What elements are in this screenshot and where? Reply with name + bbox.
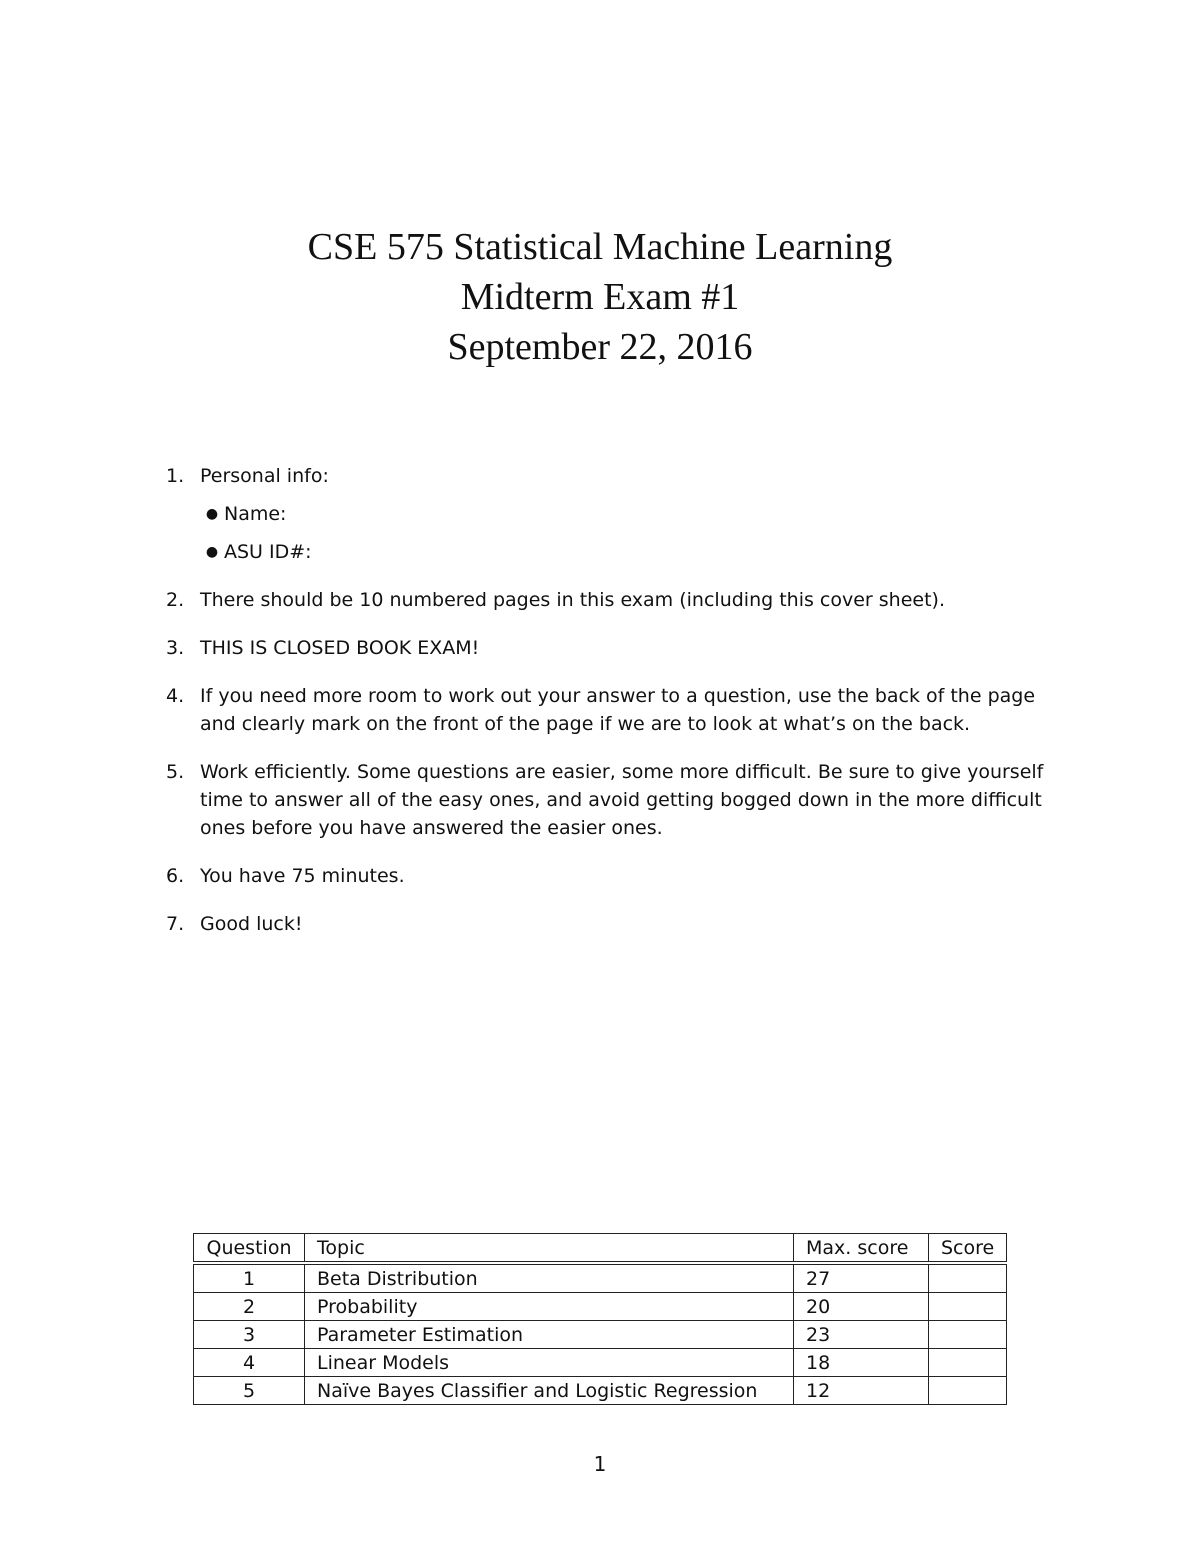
max-score-cell: 20 [794, 1293, 929, 1321]
instruction-text: If you need more room to work out your answer to a question, use the back of the page and clearly mark on the front of the page if we are to look at what’s on the back. [200, 685, 1036, 735]
instructions-list [166, 462, 1066, 958]
instruction-number: 3. [166, 637, 185, 659]
instruction-number: 2. [166, 589, 185, 611]
course-title: CSE 575 Statistical Machine Learning [307, 226, 893, 268]
instruction-item [166, 586, 1066, 614]
topic-cell: Beta Distribution [305, 1263, 794, 1293]
score-table-header [194, 1234, 1007, 1264]
score-cell [929, 1263, 1007, 1293]
table-row [194, 1377, 1007, 1405]
personal-info-list [200, 500, 1066, 566]
topic-cell: Naïve Bayes Classifier and Logistic Regression [305, 1377, 794, 1405]
instruction-number: 1. [166, 465, 185, 487]
question-cell: 4 [194, 1349, 305, 1377]
score-cell [929, 1321, 1007, 1349]
instruction-item [166, 758, 1066, 842]
instruction-text: Work efficiently. Some questions are easier, some more difficult. Be sure to give yourself time to answer all of the easy ones, and avoid getting bogged down in the more difficult ones before you have answered the easier ones. [200, 761, 1044, 839]
bullet-icon: ● [205, 544, 219, 560]
name-label: Name: [224, 503, 287, 525]
score-table [193, 1233, 1007, 1405]
exam-title-block [0, 222, 1200, 372]
max-score-cell: 27 [794, 1263, 929, 1293]
asu-id-label: ASU ID#: [224, 541, 312, 563]
name-field [200, 500, 1066, 528]
max-score-cell: 12 [794, 1377, 929, 1405]
question-cell: 1 [194, 1263, 305, 1293]
score-cell [929, 1349, 1007, 1377]
table-row [194, 1321, 1007, 1349]
instruction-text: Personal info: [200, 465, 329, 487]
instruction-item [166, 682, 1066, 738]
instruction-number: 5. [166, 761, 185, 783]
instruction-text: Good luck! [200, 913, 303, 935]
topic-cell: Probability [305, 1293, 794, 1321]
topic-cell: Linear Models [305, 1349, 794, 1377]
table-row [194, 1293, 1007, 1321]
exam-title: Midterm Exam #1 [460, 276, 740, 318]
instruction-text: THIS IS CLOSED BOOK EXAM! [200, 637, 480, 659]
instruction-number: 7. [166, 913, 185, 935]
page-number: 1 [593, 1452, 607, 1476]
question-cell: 5 [194, 1377, 305, 1405]
question-cell: 3 [194, 1321, 305, 1349]
instruction-text: You have 75 minutes. [200, 865, 405, 887]
instruction-number: 6. [166, 865, 185, 887]
score-cell [929, 1377, 1007, 1405]
instruction-text: There should be 10 numbered pages in this exam (including this cover sheet). [200, 589, 945, 611]
table-row [194, 1349, 1007, 1377]
exam-date: September 22, 2016 [447, 326, 753, 368]
max-score-cell: 23 [794, 1321, 929, 1349]
instruction-number: 4. [166, 685, 185, 707]
max-score-cell: 18 [794, 1349, 929, 1377]
topic-cell: Parameter Estimation [305, 1321, 794, 1349]
bullet-icon: ● [205, 506, 219, 522]
instruction-item [166, 862, 1066, 890]
score-cell [929, 1293, 1007, 1321]
header-score: Score [929, 1234, 1007, 1264]
header-topic: Topic [305, 1234, 794, 1264]
header-question: Question [194, 1234, 305, 1264]
instruction-item [166, 462, 1066, 566]
instruction-item [166, 634, 1066, 662]
table-row [194, 1263, 1007, 1293]
asu-id-field [200, 538, 1066, 566]
header-max-score: Max. score [794, 1234, 929, 1264]
instruction-item [166, 910, 1066, 938]
question-cell: 2 [194, 1293, 305, 1321]
